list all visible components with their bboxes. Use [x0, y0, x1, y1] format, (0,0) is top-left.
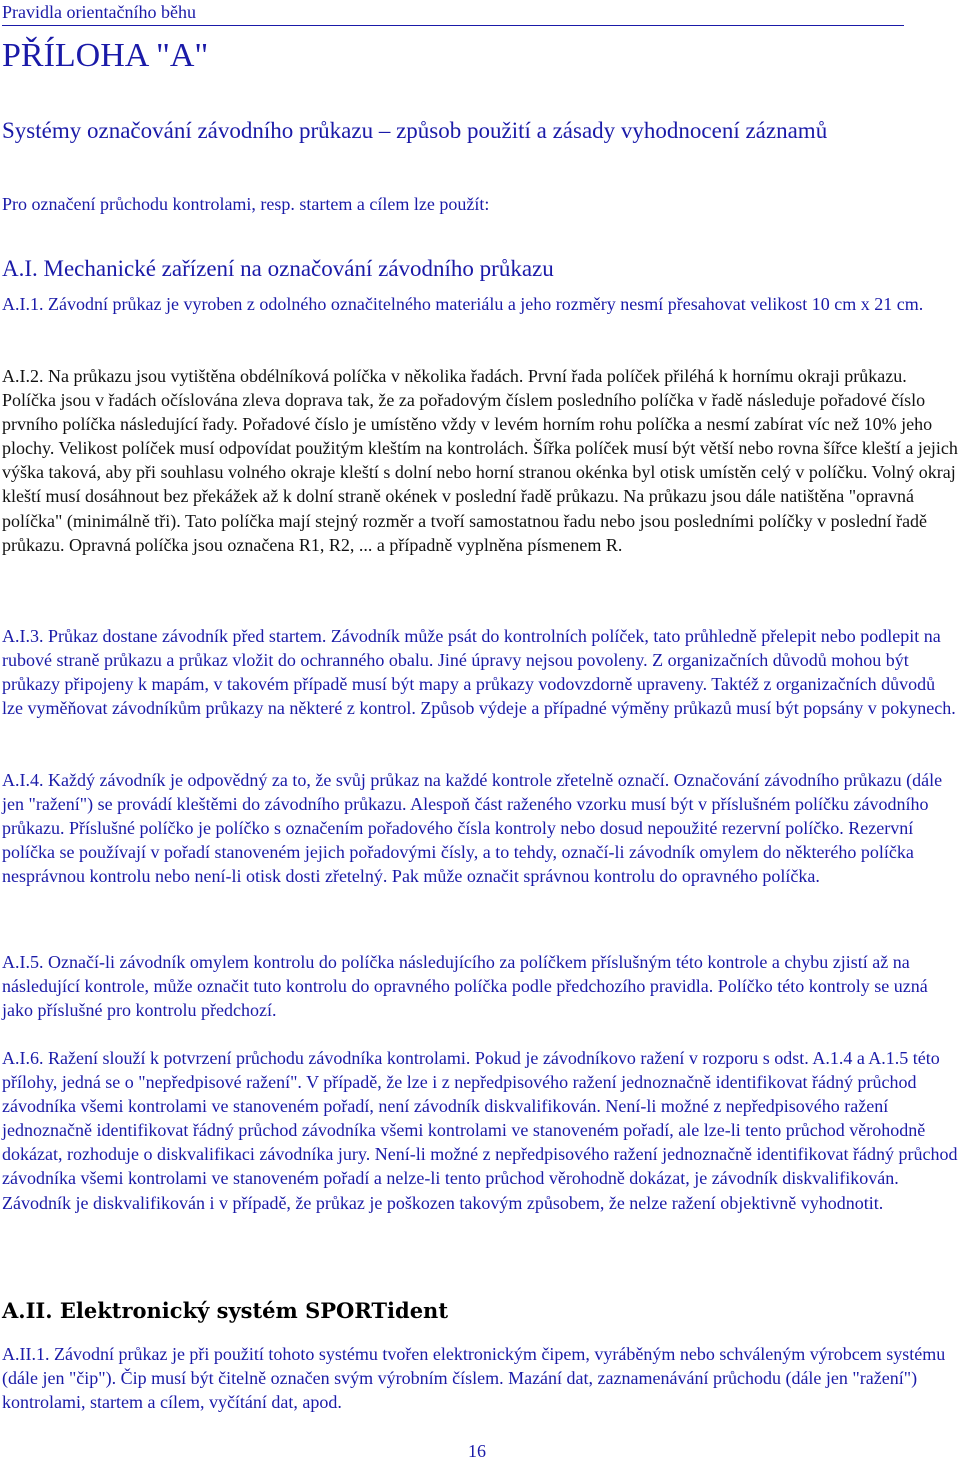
paragraph-a-i-5: A.I.5. Označí-li závodník omylem kontrolu do políčka následujícího za políčkem příslušným této kontrole a chybu zjistí až na následující kontrole, může označit tuto kontrolu do opravného políčka podle předchozího pravidla. Políčko této kontroly se uzná jako příslušné pro kontrolu předchozí.: [2, 952, 928, 1021]
paragraph-a-i-6: A.I.6. Ražení slouží k potvrzení průchodu závodníka kontrolami. Pokud je závodníkovo ražení v rozporu s odst. A.1.4 a A.1.5 této přílohy, jedná se o "nepředpisové ražení". V případě, že lze i z nepředpisového ražení jednoznačně identifikovat řádný průchod závodníka všemi kontrolami ve stanoveném pořadí, není závodník diskvalifikován. Není-li možné z nepředpisového ražení jednoznačně identifikovat řádný průchod závodníka všemi kontrolami ve stanoveném pořadí, ale lze-li tento průchod věrohodně dokázat, rozhoduje o diskvalifikaci závodníka jury. Není-li možné z nepředpisového ražení jednoznačně identifikovat řádný průchod závodníka všemi kontrolami ve stanoveném pořadí a nelze-li tento průchod věrohodně dokázat, je závodník diskvalifikován. Závodník je diskvalifikován i v případě, že průkaz je poškozen takovým způsobem, že nelze ražení objektivně vyhodnotit.: [2, 1048, 958, 1213]
page-number: 16: [468, 1441, 486, 1461]
appendix-subtitle: Systémy označování závodního průkazu – způsob použití a zásady vyhodnocení záznamů: [2, 118, 828, 143]
section-heading-sportident: A.II. Elektronický systém SPORTident: [2, 1298, 449, 1323]
paragraph-a-ii-1: A.II.1. Závodní průkaz je při použití tohoto systému tvořen elektronickým čipem, vyráběným nebo schváleným výrobcem systému (dále jen "čip"). Čip musí být čitelně označen svým výrobním číslem. Mazání dat, zaznamenávání průchodu (dále jen "ražení") kontrolami, startem a cílem, vyčítání dat, apod.: [2, 1344, 946, 1413]
section-heading-mechanical: A.I. Mechanické zařízení na označování závodního průkazu: [2, 256, 554, 281]
paragraph-a-i-3: A.I.3. Průkaz dostane závodník před startem. Závodník může psát do kontrolních políček, tato průhledně přelepit nebo podlepit na rubové straně průkazu a průkaz vložit do ochranného obalu. Jiné úpravy nejsou povoleny. Z organizačních důvodů mohou být průkazy připojeny k mapám, v takovém případě musí být mapy a průkazy vodovzdorně upraveny. Taktéž z organizačních důvodů lze vyměňovat závodníkům průkazy na některé z kontrol. Způsob výdeje a případné výměny průkazů musí být popsány v pokynech.: [2, 626, 956, 719]
paragraph-a-i-1: A.I.1. Závodní průkaz je vyroben z odolného označitelného materiálu a jeho rozměry nesmí přesahovat velikost 10 cm x 21 cm.: [2, 294, 924, 314]
paragraph-a-i-4: A.I.4. Každý závodník je odpovědný za to, že svůj průkaz na každé kontrole zřetelně označí. Označování závodního průkazu (dále jen "ražení") se provádí kleštěmi do závodního průkazu. Alespoň část raženého vzorku musí být v příslušném políčku závodního průkazu. Příslušné políčko je políčko s označením pořadového čísla kontroly nebo dosud nepoužité rezervní políčko. Rezervní políčka se používají v pořadí stanoveném jejich pořadovými čísly, a to tehdy, označí-li závodník omylem do některého políčka nesprávnou kontrolu nebo není-li otisk dosti zřetelný. Pak může označit správnou kontrolu do opravného políčka.: [2, 770, 943, 887]
intro-text: Pro označení průchodu kontrolami, resp. startem a cílem lze použít:: [2, 194, 490, 214]
running-header: Pravidla orientačního běhu: [2, 0, 904, 26]
paragraph-a-i-2: A.I.2. Na průkazu jsou vytištěna obdélníková políčka v několika řadách. První řada políček přiléhá k hornímu okraji průkazu. Políčka jsou v řadách očíslována zleva doprava tak, že za pořadovým číslem posledního políčka v řadě následuje pořadové číslo prvního políčka následující řady. Pořadové číslo je umístěno vždy v levém horním rohu políčka a nesmí zabírat víc než 10% jeho plochy. Velikost políček musí odpovídat použitým kleštím na kontrolách. Šířka políček musí být větší nebo rovna šířce kleští a jejich výška taková, aby při souhlasu volného okraje kleští s dolní nebo horní stranou okénka byl otisk umístěn celý v políčku. Volný okraj kleští musí dosáhnout bez překážek až k dolní straně okének v poslední řadě průkazu. Na průkazu jsou dále natištěna "opravná políčka" (minimálně tři). Tato políčka mají stejný rozměr a tvoří samostatnou řadu nebo jsou posledními políčky v poslední řadě průkazu. Opravná políčka jsou označena R1, R2, ... a případně vyplněna písmenem R.: [2, 366, 958, 555]
appendix-title: PŘÍLOHA "A": [2, 37, 209, 74]
